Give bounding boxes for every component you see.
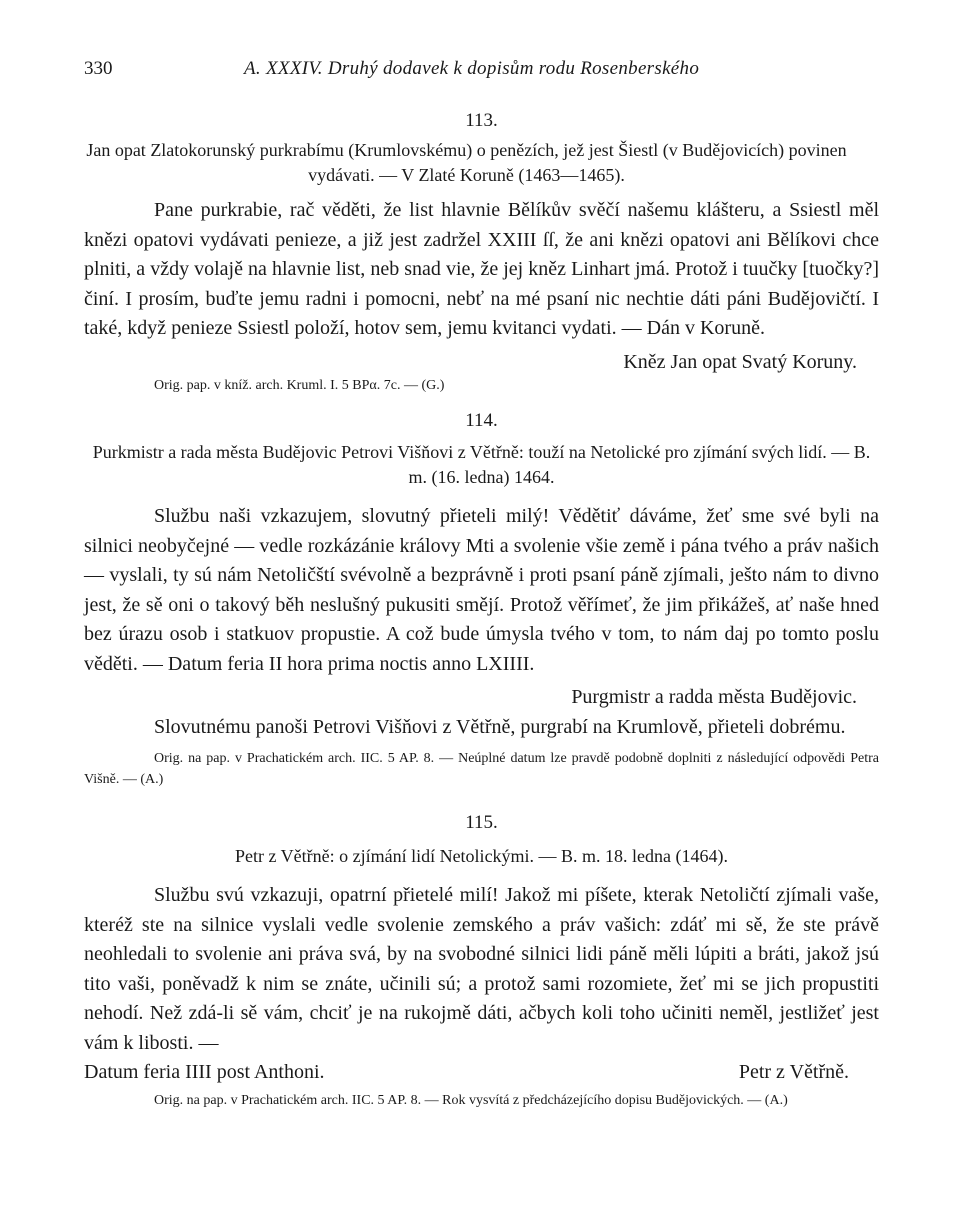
datum-line: Datum feria IIII post Anthoni. [84,1061,325,1083]
document-regest: Purkmistr a rada města Budějovic Petrovi Višňovi z Větřně: touží na Netolické pro zjímání svých lidí. — B. m. (16. ledna) 1464. [92,442,871,487]
address: Slovutnému panoši Petrovi Višňovi z Větřně, purgrabí na Krumlově, přieteli dobrému. [154,715,846,738]
body-paragraph: Službu svú vzkazuji, opatrní přietelé milí! Jakož mi píšete, kterak Netoličtí zjímali vaše, kteréž ste na silnice vyslali vedle svolenie zemského a práv vašich: zdáť mi sě, že ste právě neohledali to svolenie ani práva svá, by na svobodné silnici lidi páně měli lúpiti a bráti, jakož jsú tito vaši, poněvadž k nim se znáte, učinili sú; a protož sami rozomiete, žeť mi se jich propustiti nehodí. Než zdá-li sě vám, chciť je na rukojmě dáti, ačbych koli toho učiniti neměl, jestližeť jest vám k libosti. — [84,884,879,1054]
document-114 [84,408,879,790]
document-115 [84,810,879,1111]
source-note: Orig. na pap. v Prachatickém arch. IIC. 5 AP. 8. — Rok vysvítá z předcházejícího dopisu Budějovických. — (A.) [154,1092,788,1108]
document-body [84,502,879,679]
document-body [84,881,879,1058]
document-number: 113. [465,110,498,131]
signature: Petr z Větřně. [738,1061,849,1083]
document-113 [84,108,879,396]
source-note: Orig. pap. v kníž. arch. Kruml. I. 5 BPα. 7c. — (G.) [154,378,445,393]
document-number: 115. [465,812,498,833]
body-paragraph: Službu naši vzkazujem, slovutný přieteli milý! Vědětiť dáváme, žeť sme své byli na silnici neobyčejné — vedle rozkázánie královy Mti a svolenie všie země i pána tvého a práv našich — vyslali, ty sú nám Netoličští svévolně a bezprávně i proti psaní páně zjímali, ješto nám to divno jest, že sě oni o takový běh neslušný pukusiti smějí. Protož věřímeť, že jim přikážeš, ať naše hned bez úrazu osob i statkuov propustie. A což bude úmysla tvého v tom, to nám daj po tomto poslu věděti. — Datum feria II hora prima noctis anno LXIIII. [84,505,879,675]
page-number: 330 [84,58,113,79]
body-paragraph: Pane purkrabie, rač věděti, že list hlavnie Bělíkův svěčí našemu klášteru, a Ssiestl měl knězi opatovi vydávati penieze, a již jest zadržel XXIII ſſ, že ani knězi opatovi ani Bělíkovi chce plniti, a vždy volajě na hlavnie list, neb snad vie, že jej kněz Linhart jmá. Protož i tuučky [tuočky?] činí. I prosím, buďte jemu radni i pomocni, nebť na mé psaní nic nechtie dáti páni Budějovičtí. I také, když penieze Ssiestl položí, hotov sem, jemu kvitanci vydati. — Dán v Koruně. [84,199,879,339]
source-note: Orig. na pap. v Prachatickém arch. IIC. 5 AP. 8. — Neúplné datum lze pravdě podobně doplniti z následující odpovědi Petra Višně. — (A.) [84,751,879,787]
document-regest: Petr z Větřně: o zjímání lidí Netolickými. — B. m. 18. ledna (1464). [234,846,729,866]
page [84,58,879,1111]
closing-line [84,1058,879,1088]
document-regest: Jan opat Zlatokorunský purkrabímu (Krumlovskému) o penězích, jež jest Šiestl (v Budějovicích) povinen vydávati. — V Zlaté Koruně (1463—1465). [86,140,847,185]
page-header [84,58,879,88]
document-body [84,196,879,344]
signature: Kněz Jan opat Svatý Koruny. [623,350,857,373]
signature: Purgmistr a radda města Budějovic. [571,686,857,708]
running-title: A. XXXIV. Druhý dodavek k dopisům rodu Rosenberského [244,58,700,79]
document-number: 114. [465,410,498,431]
